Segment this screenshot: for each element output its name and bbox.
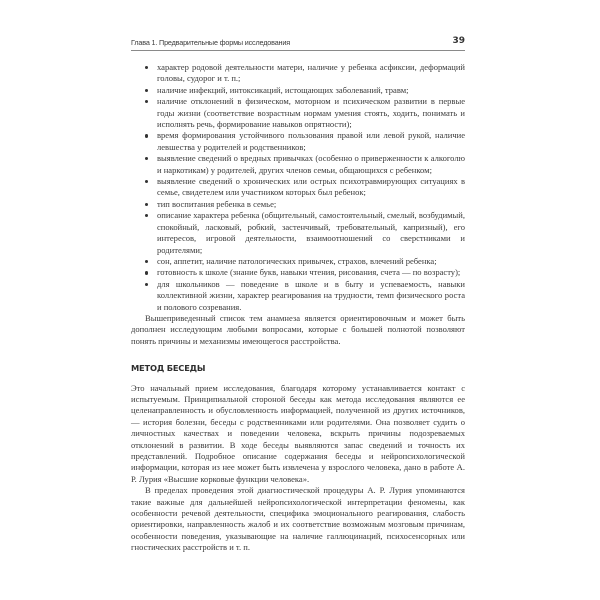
section-heading: МЕТОД БЕСЕДЫ [131, 363, 206, 374]
list-item [131, 199, 465, 210]
list-item [131, 62, 465, 85]
paragraph: Вышеприведенный список тем анамнеза является ориентировочным и может быть дополнен исследующим любыми вопросами, которые с большей полнотой позволяют понять причины и механизмы имеющегося расстройства. [131, 312, 465, 346]
paragraph: Это начальный прием исследования, благодаря которому устанавливается контакт с испытуемым. Принципиальной стороной беседы как метода исследования являются ее целенаправленность и обусловленность информацией, полученной из других источников, — история болезни, беседы с родственниками или родителями. Она позволяет судить о личностных качествах и поведении человека, вскрыть причины подозреваемых отклонений в развитии. В ходе беседы выявляются запас сведений и точность их представлений. Подробное описание содержания беседы и нейропсихологической информации, которая из нее может быть извлечена у взрослого человека, дано в работе А. Р. Лурия «Высшие корковые функции человека». [131, 382, 465, 484]
list-item-text: для школьников — поведение в школе и в быту и успеваемость, навыки коллективной жизни, характер реагирования на трудности, темп физического роста и полового созревания. [157, 278, 465, 312]
list-item-text: готовность к школе (знание букв, навыки чтения, рисования, счета — по возрасту); [157, 267, 461, 278]
bullet-icon [145, 214, 148, 217]
list-item [131, 96, 465, 130]
list-item [131, 267, 465, 278]
list-item-text: время формирования устойчивого пользования правой или левой рукой, наличие левшества у родителей и родственников; [157, 130, 465, 152]
bullet-icon [145, 134, 148, 137]
list-item [131, 279, 465, 313]
list-item-text: выявление сведений о хронических или острых психотравмирующих ситуациях в семье, свидетелем или участником которых был ребенок; [157, 176, 465, 198]
list-item-text: описание характера ребенка (общительный, самостоятельный, смелый, возбудимый, спокойный, ласковый, робкий, застенчивый, требовательный, капризный), его интересов, игровой деятельности, взаимоотношений со сверстниками и родителями; [157, 210, 466, 255]
bullet-icon [145, 283, 148, 286]
bullet-icon [145, 180, 148, 183]
list-item-text: выявление сведений о вредных привычках (особенно о приверженности к алкоголю и наркотикам) у родителей, других членов семьи, общающихся с ребенком; [157, 153, 465, 175]
list-item-text: характер родовой деятельности матери, наличие у ребенка асфиксии, деформаций головы, судорог и т. п.; [157, 62, 465, 84]
bullet-icon [145, 260, 148, 263]
bullet-icon [145, 271, 148, 274]
bullet-icon [145, 100, 148, 103]
list-item [131, 210, 465, 256]
page-content [131, 62, 465, 554]
running-head: Глава 1. Предварительные формы исследования [131, 38, 290, 47]
bullet-icon [145, 157, 148, 160]
list-item [131, 130, 465, 153]
paragraph: В пределах проведения этой диагностической процедуры А. Р. Лурия упоминаются такие важные для дальнейшей нейропсихологической интерпретации феномены, как особенности речевой деятельности, специфика эмоционального реагирования, слабость ориентировки, направленность жалоб и их соответствие возможным мозговым причинам, особенности поведения, указывающие на наличие галлюцинаций, психосенсорных или гностических расстройств и т. п. [131, 485, 465, 553]
list-item-text: наличие инфекций, интоксикаций, истощающих заболеваний, травм; [157, 84, 409, 95]
list-item [131, 256, 465, 267]
bullet-icon [145, 66, 148, 69]
anamnesis-list [131, 62, 465, 313]
bullet-icon [145, 203, 148, 206]
bullet-icon [145, 89, 148, 92]
list-item-text: сон, аппетит, наличие патологических привычек, страхов, влечений ребенка; [157, 255, 437, 266]
page-header [131, 38, 465, 51]
list-item [131, 153, 465, 176]
list-item [131, 176, 465, 199]
page-number: 39 [452, 36, 465, 46]
list-item [131, 85, 465, 96]
list-item-text: тип воспитания ребенка в семье; [157, 198, 277, 209]
list-item-text: наличие отклонений в физическом, моторном и психическом развитии в первые годы жизни (соответствие возрастным нормам умения стоять, ходить, понимать и исполнять речь, формирование навыков опрятности); [157, 96, 465, 130]
